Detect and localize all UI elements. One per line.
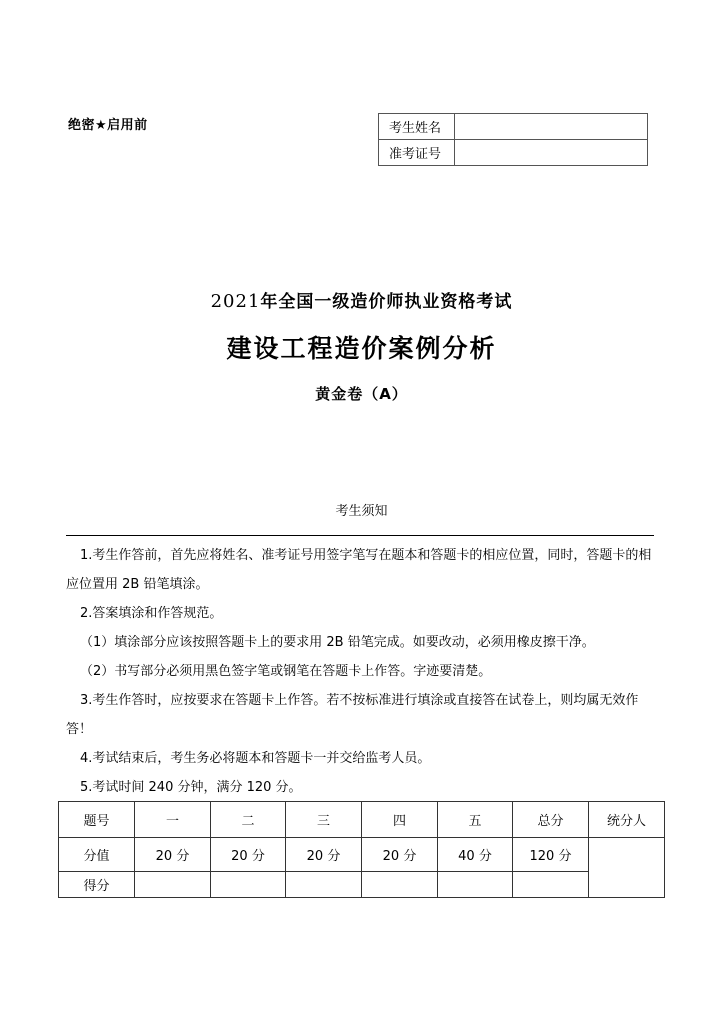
- notice-item: （2）书写部分必须用黑色签字笔或钢笔在答题卡上作答。字迹要清楚。: [80, 664, 492, 679]
- candidate-name-label: 考生姓名: [379, 114, 455, 140]
- score-q3-cell[interactable]: [286, 872, 362, 898]
- points-q2: 20 分: [211, 838, 286, 872]
- scorer-signature-cell[interactable]: [589, 838, 665, 898]
- subject-title: 建设工程造价案例分析: [226, 334, 497, 363]
- score-total-cell[interactable]: [513, 872, 589, 898]
- score-q4-cell[interactable]: [362, 872, 438, 898]
- score-q5-cell[interactable]: [438, 872, 513, 898]
- exam-title: [0, 287, 723, 312]
- exam-name: 年全国一级造价师执业资格考试: [260, 292, 513, 312]
- points-label: 分值: [59, 838, 135, 872]
- score-table: [58, 801, 665, 898]
- notice-item: 3.考生作答时，应按要求在答题卡上作答。若不按标准进行填涂或直接答在试卷上，则均属无效作答！: [66, 693, 639, 737]
- notice-list: [66, 541, 658, 802]
- header-scorer: 统分人: [589, 802, 665, 838]
- header-q4: 四: [362, 802, 438, 838]
- header-q2: 二: [211, 802, 286, 838]
- notice-item: 1.考生作答前，首先应将姓名、准考证号用签字笔写在题本和答题卡的相应位置，同时，答题卡的相应位置用 2B 铅笔填涂。: [66, 548, 652, 592]
- score-q1-cell[interactable]: [135, 872, 211, 898]
- points-q3: 20 分: [286, 838, 362, 872]
- candidate-name-field[interactable]: [455, 114, 648, 140]
- points-q4: 20 分: [362, 838, 438, 872]
- confidential-label: 绝密★启用前: [68, 118, 148, 133]
- admission-number-label: 准考证号: [379, 140, 455, 166]
- header-question-no: 题号: [59, 802, 135, 838]
- points-total: 120 分: [513, 838, 589, 872]
- score-q2-cell[interactable]: [211, 872, 286, 898]
- notice-item: （1）填涂部分应该按照答题卡上的要求用 2B 铅笔完成。如要改动，必须用橡皮擦干净。: [80, 635, 595, 650]
- divider: [66, 535, 654, 536]
- header-q1: 一: [135, 802, 211, 838]
- score-label: 得分: [59, 872, 135, 898]
- exam-year: 2021: [210, 291, 261, 312]
- header-q3: 三: [286, 802, 362, 838]
- paper-version: 黄金卷（A）: [315, 385, 408, 403]
- notice-item: 2.答案填涂和作答规范。: [80, 606, 223, 621]
- header-q5: 五: [438, 802, 513, 838]
- notice-title: 考生须知: [335, 504, 388, 519]
- notice-item: 4.考试结束后，考生务必将题本和答题卡一并交给监考人员。: [80, 751, 431, 766]
- header-total: 总分: [513, 802, 589, 838]
- points-q5: 40 分: [438, 838, 513, 872]
- notice-item: 5.考试时间 240 分钟，满分 120 分。: [80, 780, 302, 795]
- candidate-info-table: [378, 113, 648, 166]
- points-q1: 20 分: [135, 838, 211, 872]
- admission-number-field[interactable]: [455, 140, 648, 166]
